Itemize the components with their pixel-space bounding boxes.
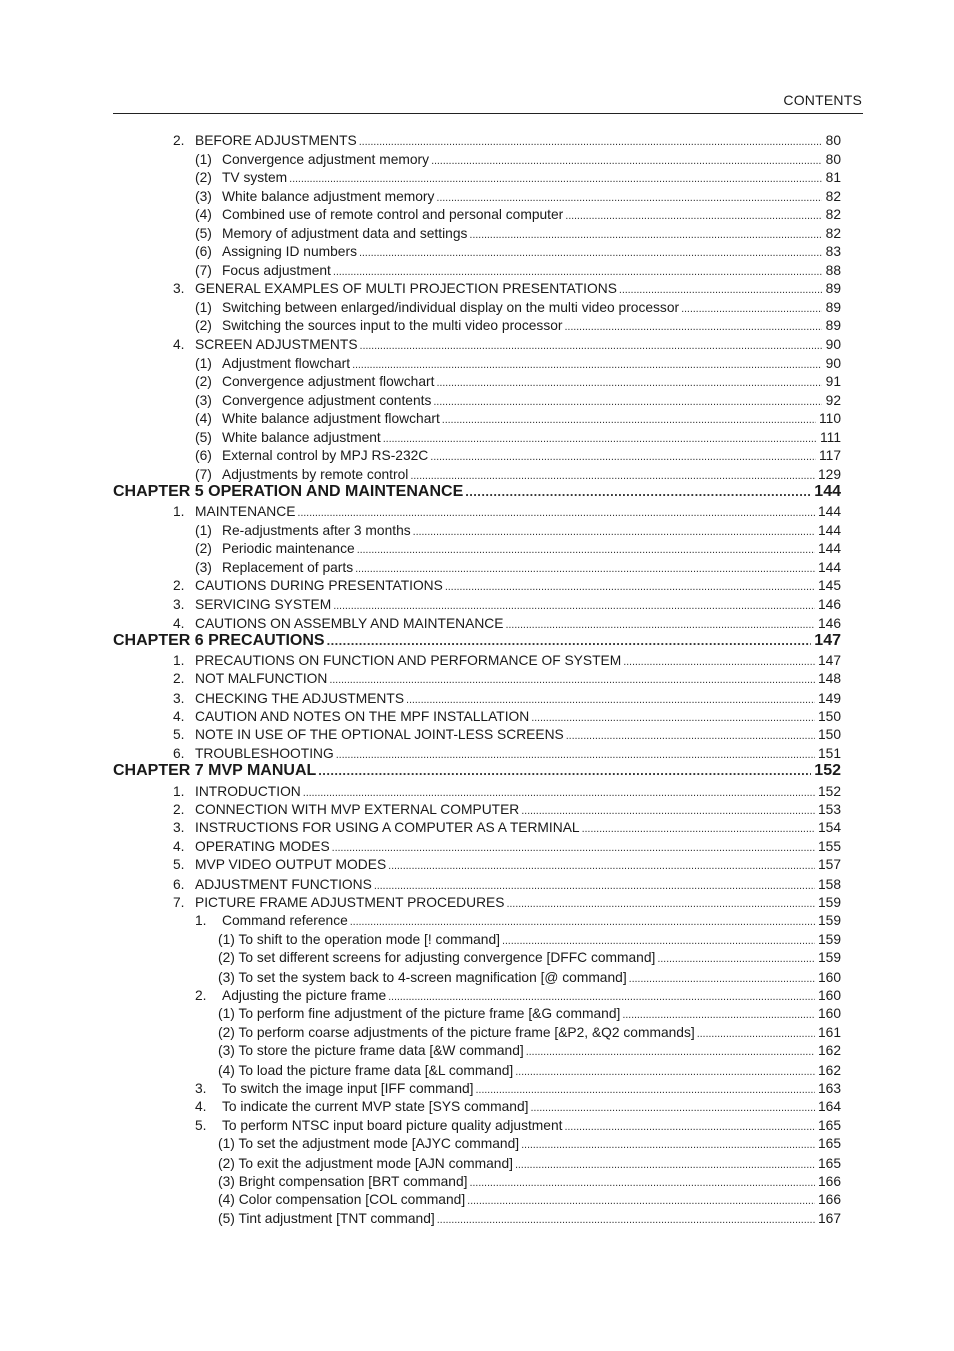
toc-entry-page-number: 160: [817, 988, 841, 1003]
dot-leader: [430, 448, 816, 466]
toc-entry-page-number: 166: [817, 1192, 841, 1207]
toc-entry-title: (4) To load the picture frame data [&L command]: [218, 1063, 514, 1078]
dot-leader: [582, 820, 815, 838]
toc-entry-page-number: 89: [825, 299, 841, 315]
toc-entry-page-number: 82: [825, 225, 841, 241]
toc-entry-number: 3.: [173, 820, 185, 835]
toc-entry-page-number: 164: [817, 1099, 841, 1114]
toc-entry-page-number: 146: [817, 616, 841, 631]
dot-leader: [437, 1211, 815, 1229]
dot-leader: [697, 1025, 815, 1043]
toc-entry[interactable]: [218, 1173, 841, 1192]
toc-entry-page-number: 89: [825, 281, 841, 296]
toc-entry-title: CONNECTION WITH MVP EXTERNAL COMPUTER: [195, 802, 520, 817]
dot-leader: [413, 523, 815, 541]
toc-entry[interactable]: [195, 1117, 841, 1136]
toc-entry-page-number: 159: [817, 932, 841, 947]
toc-entry-number: 2.: [195, 988, 207, 1003]
toc-entry-page-number: 82: [825, 188, 841, 204]
toc-entry[interactable]: [173, 503, 841, 522]
toc-entry-title: CHAPTER 5 OPERATION AND MAINTENANCE: [113, 483, 464, 500]
toc-entry-page-number: 154: [817, 820, 841, 835]
dot-leader: [565, 318, 823, 336]
toc-entry-number: (5): [195, 429, 212, 445]
toc-entry[interactable]: [173, 838, 841, 857]
dot-leader: [657, 950, 815, 968]
dot-leader: [521, 802, 815, 820]
toc-entry[interactable]: [218, 931, 841, 950]
toc-entry[interactable]: [173, 280, 841, 299]
toc-entry[interactable]: [173, 726, 841, 745]
toc-entry-title: CAUTIONS ON ASSEMBLY AND MAINTENANCE: [195, 616, 504, 631]
toc-entry-title: CAUTIONS DURING PRESENTATIONS: [195, 578, 443, 593]
dot-leader: [515, 1063, 815, 1081]
dot-leader: [476, 1081, 815, 1099]
toc-entry-page-number: 150: [817, 709, 841, 724]
dot-leader: [303, 784, 815, 802]
toc-entry[interactable]: [195, 410, 841, 429]
toc-entry-page-number: 162: [817, 1043, 841, 1058]
toc-entry-page-number: 146: [817, 597, 841, 612]
toc-entry[interactable]: [173, 894, 841, 913]
dot-leader: [442, 411, 816, 429]
dot-leader: [333, 263, 822, 281]
dot-leader: [297, 504, 815, 522]
toc-entry-page-number: 160: [817, 970, 841, 985]
toc-entry-number: 1.: [173, 504, 185, 519]
toc-entry[interactable]: [195, 299, 841, 318]
toc-entry-title: CHAPTER 7 MVP MANUAL: [113, 762, 317, 779]
toc-entry-page-number: 88: [825, 262, 841, 278]
toc-entry-title: NOT MALFUNCTION: [195, 671, 328, 686]
toc-entry-number: 2.: [173, 133, 185, 148]
toc-entry[interactable]: [218, 1024, 841, 1043]
toc-entry-title: (3) To store the picture frame data [&W command]: [218, 1043, 524, 1058]
toc-entry-title: Convergence adjustment flowchart: [222, 374, 435, 389]
dot-leader: [502, 932, 815, 950]
toc-entry-title: To switch the image input [IFF command]: [222, 1081, 474, 1096]
toc-entry-page-number: 145: [817, 578, 841, 593]
toc-entry-number: 6.: [173, 746, 185, 761]
dot-leader: [359, 133, 822, 151]
toc-entry-title: (3) Bright compensation [BRT command]: [218, 1174, 468, 1189]
page-header-title: CONTENTS: [783, 92, 862, 108]
toc-entry-page-number: 110: [819, 411, 841, 426]
toc-entry-title: SERVICING SYSTEM: [195, 597, 332, 612]
toc-entry[interactable]: [195, 522, 841, 541]
toc-entry[interactable]: [195, 392, 841, 411]
toc-entry-page-number: 149: [817, 691, 841, 706]
toc-entry-title: Convergence adjustment contents: [222, 392, 432, 408]
toc-entry-title: (1) To set the adjustment mode [AJYC command]: [218, 1136, 520, 1151]
toc-entry[interactable]: [173, 856, 841, 875]
toc-entry[interactable]: [218, 1135, 841, 1154]
toc-entry-page-number: 165: [817, 1136, 841, 1151]
dot-leader: [623, 653, 815, 671]
dot-leader: [622, 1006, 815, 1024]
toc-entry[interactable]: [173, 336, 841, 355]
toc-entry[interactable]: [195, 447, 841, 466]
dot-leader: [531, 709, 815, 727]
dot-leader: [436, 189, 822, 207]
dot-leader: [433, 393, 822, 411]
toc-entry-page-number: 155: [817, 839, 841, 854]
dot-leader: [619, 281, 822, 299]
toc-entry[interactable]: [195, 188, 841, 207]
toc-entry-number: (3): [195, 188, 212, 204]
toc-entry-number: 3.: [195, 1081, 207, 1096]
toc-entry-number: (2): [195, 170, 212, 185]
toc-entry-page-number: 167: [817, 1211, 841, 1226]
toc-entry[interactable]: [195, 262, 841, 281]
toc-entry-title: TROUBLESHOOTING: [195, 746, 334, 761]
toc-entry-title: TV system: [222, 170, 288, 185]
toc-entry[interactable]: [173, 801, 841, 820]
toc-entry[interactable]: [218, 1191, 841, 1210]
toc-entry-number: (7): [195, 467, 212, 482]
dot-leader: [521, 1136, 815, 1154]
dot-leader: [469, 1174, 814, 1192]
toc-entry[interactable]: [195, 1080, 841, 1099]
toc-entry[interactable]: [218, 1155, 841, 1174]
toc-entry-page-number: 166: [817, 1174, 841, 1189]
toc-entry[interactable]: [195, 987, 841, 1006]
toc-entry-page-number: 163: [817, 1081, 841, 1096]
toc-entry-title: (3) To set the system back to 4-screen magnification [@ command]: [218, 970, 627, 985]
toc-entry-title: To perform NTSC input board picture quality adjustment: [222, 1118, 563, 1133]
dot-leader: [359, 244, 822, 262]
toc-entry-number: (1): [195, 523, 212, 538]
dot-leader: [332, 839, 815, 857]
toc-entry-title: Re-adjustments after 3 months: [222, 523, 411, 538]
toc-entry-title: Convergence adjustment memory: [222, 151, 430, 167]
toc-entry-title: CHECKING THE ADJUSTMENTS: [195, 691, 405, 706]
dot-leader: [388, 857, 815, 875]
toc-entry-page-number: 152: [817, 784, 841, 799]
toc-entry-number: 1.: [173, 653, 185, 668]
toc-entry-number: (2): [195, 374, 212, 389]
toc-entry[interactable]: [173, 876, 841, 895]
toc-entry-number: (2): [195, 318, 212, 333]
dot-leader: [681, 300, 822, 318]
toc-entry[interactable]: [173, 577, 841, 596]
toc-entry[interactable]: [195, 373, 841, 392]
toc-entry-title: Adjusting the picture frame: [222, 988, 387, 1003]
toc-entry-page-number: 159: [817, 895, 841, 910]
toc-entry[interactable]: [173, 652, 841, 671]
toc-entry-number: 1.: [195, 913, 207, 928]
toc-entry[interactable]: [195, 429, 841, 448]
toc-entry-page-number: 90: [825, 337, 841, 352]
toc-entry[interactable]: [173, 670, 841, 689]
toc-entry-title: Replacement of parts: [222, 560, 354, 575]
toc-entry-page-number: 159: [817, 950, 841, 965]
dot-leader: [531, 1099, 815, 1117]
toc-entry-title: White balance adjustment flowchart: [222, 411, 440, 426]
toc-entry-page-number: 144: [817, 504, 841, 519]
toc-entry-number: 2.: [173, 578, 185, 593]
toc-entry-page-number: 150: [817, 727, 841, 742]
toc-entry-page-number: 148: [817, 671, 841, 686]
toc-entry-number: (6): [195, 244, 212, 259]
toc-entry-page-number: 81: [825, 170, 841, 185]
toc-entry-page-number: 89: [825, 318, 841, 333]
dot-leader: [289, 170, 822, 188]
toc-entry-title: White balance adjustment: [222, 429, 381, 445]
toc-entry[interactable]: [195, 169, 841, 188]
toc-entry-page-number: 117: [819, 448, 841, 463]
toc-entry-number: 6.: [173, 877, 185, 892]
toc-entry-title: ADJUSTMENT FUNCTIONS: [195, 877, 372, 892]
toc-entry-number: 2.: [173, 802, 185, 817]
toc-entry-title: (2) To set different screens for adjusting convergence [DFFC command]: [218, 950, 656, 965]
toc-entry-title: (1) To perform fine adjustment of the picture frame [&G command]: [218, 1006, 621, 1021]
toc-entry-title: (5) Tint adjustment [TNT command]: [218, 1211, 435, 1226]
toc-entry-title: Memory of adjustment data and settings: [222, 225, 468, 241]
toc-entry-number: 1.: [173, 784, 185, 799]
dot-leader: [465, 483, 811, 501]
toc-entry-title: White balance adjustment memory: [222, 188, 435, 204]
toc-entry-title: (1) To shift to the operation mode [! command]: [218, 932, 500, 947]
dot-leader: [327, 632, 812, 650]
toc-entry-page-number: 83: [825, 244, 841, 259]
toc-entry-title: PRECAUTIONS ON FUNCTION AND PERFORMANCE OF SYSTEM: [195, 653, 622, 668]
toc-entry-page-number: 80: [825, 133, 841, 148]
toc-entry-page-number: 90: [825, 355, 841, 371]
toc-entry-number: 3.: [173, 281, 185, 296]
toc-entry[interactable]: [218, 949, 841, 968]
dot-leader: [565, 207, 822, 225]
toc-entry-number: 7.: [173, 895, 185, 910]
toc-entry-title: MVP VIDEO OUTPUT MODES: [195, 857, 387, 872]
toc-entry[interactable]: [195, 559, 841, 578]
toc-entry-title: Periodic maintenance: [222, 541, 355, 556]
toc-entry-number: (6): [195, 448, 212, 463]
toc-entry-title: BEFORE ADJUSTMENTS: [195, 133, 357, 148]
toc-entry[interactable]: [195, 243, 841, 262]
toc-entry-number: (1): [195, 355, 212, 371]
toc-entry-page-number: 144: [817, 541, 841, 556]
toc-entry-title: CHAPTER 6 PRECAUTIONS: [113, 632, 325, 649]
toc-entry-page-number: 165: [817, 1118, 841, 1133]
toc-entry-title: Combined use of remote control and personal computer: [222, 207, 564, 222]
toc-entry[interactable]: [195, 225, 841, 244]
toc-entry-page-number: 91: [825, 374, 841, 389]
toc-entry-title: PICTURE FRAME ADJUSTMENT PROCEDURES: [195, 895, 505, 910]
toc-entry-number: 3.: [173, 691, 185, 706]
toc-entry[interactable]: [218, 1062, 841, 1081]
toc-entry-title: OPERATING MODES: [195, 839, 330, 854]
dot-leader: [383, 430, 817, 448]
toc-entry[interactable]: [195, 540, 841, 559]
toc-entry[interactable]: [195, 355, 841, 374]
toc-entry[interactable]: [173, 690, 841, 709]
toc-entry[interactable]: [195, 912, 841, 931]
toc-entry-page-number: 157: [817, 857, 841, 872]
dot-leader: [388, 988, 815, 1006]
toc-entry-page-number: 152: [814, 762, 841, 779]
toc-entry-number: (5): [195, 225, 212, 241]
toc-entry-number: 5.: [195, 1118, 207, 1133]
toc-entry-page-number: 144: [817, 523, 841, 538]
toc-entry-title: Switching the sources input to the multi video processor: [222, 318, 563, 333]
toc-entry-title: GENERAL EXAMPLES OF MULTI PROJECTION PRESENTATIONS: [195, 281, 617, 296]
toc-entry-title: SCREEN ADJUSTMENTS: [195, 337, 358, 352]
toc-chapter-entry[interactable]: [113, 762, 841, 780]
toc-entry-number: 4.: [173, 616, 185, 631]
toc-entry-number: 5.: [173, 727, 185, 742]
toc-entry-title: (2) To perform coarse adjustments of the picture frame [&P2, &Q2 commands]: [218, 1025, 695, 1040]
toc-entry-title: (2) To exit the adjustment mode [AJN command]: [218, 1156, 513, 1171]
toc-entry[interactable]: [218, 1005, 841, 1024]
toc-entry-title: CAUTION AND NOTES ON THE MPF INSTALLATION: [195, 709, 530, 724]
toc-entry-number: (4): [195, 411, 212, 426]
toc-entry-number: 2.: [173, 671, 185, 686]
toc-entry-title: Adjustment flowchart: [222, 355, 351, 371]
toc-entry-page-number: 159: [817, 913, 841, 928]
toc-entry-page-number: 160: [817, 1006, 841, 1021]
toc-entry-title: INSTRUCTIONS FOR USING A COMPUTER AS A TERMINAL: [195, 820, 580, 835]
toc-entry[interactable]: [173, 783, 841, 802]
toc-entry-page-number: 153: [817, 802, 841, 817]
toc-entry-page-number: 82: [825, 207, 841, 222]
toc-entry-page-number: 151: [817, 746, 841, 761]
toc-entry-page-number: 111: [820, 429, 841, 445]
dot-leader: [357, 541, 815, 559]
toc-entry-page-number: 144: [814, 483, 841, 500]
toc-entry-title: INTRODUCTION: [195, 784, 301, 799]
toc-entry-title: Focus adjustment: [222, 262, 331, 278]
toc-entry-number: 5.: [173, 857, 185, 872]
dot-leader: [467, 1192, 815, 1210]
toc-entry-title: Command reference: [222, 913, 348, 928]
toc-entry-page-number: 147: [814, 632, 841, 649]
toc-entry-number: (4): [195, 207, 212, 222]
dot-leader: [445, 578, 815, 596]
toc-entry[interactable]: [195, 317, 841, 336]
dot-leader: [526, 1043, 815, 1061]
toc-entry[interactable]: [218, 1042, 841, 1061]
toc-entry-number: (7): [195, 262, 212, 278]
dot-leader: [506, 895, 815, 913]
toc-entry-number: 4.: [173, 337, 185, 352]
toc-entry-number: 3.: [173, 597, 185, 612]
toc-entry-number: (3): [195, 560, 212, 575]
toc-entry[interactable]: [173, 819, 841, 838]
toc-entry-title: Switching between enlarged/individual display on the multi video processor: [222, 299, 680, 315]
toc-entry-page-number: 144: [817, 560, 841, 575]
dot-leader: [629, 970, 815, 988]
toc-entry-title: External control by MPJ RS-232C: [222, 448, 429, 463]
toc-entry-title: Assigning ID numbers: [222, 244, 357, 259]
toc-entry-number: (1): [195, 151, 212, 167]
toc-entry-title: Adjustments by remote control: [222, 467, 409, 482]
toc-entry-page-number: 92: [825, 392, 841, 408]
dot-leader: [564, 1118, 814, 1136]
toc-entry-title: To indicate the current MVP state [SYS command]: [222, 1099, 529, 1114]
dot-leader: [360, 337, 822, 355]
toc-entry-title: MAINTENANCE: [195, 504, 296, 519]
dot-leader: [566, 727, 815, 745]
dot-leader: [374, 877, 815, 895]
toc-entry-page-number: 147: [817, 653, 841, 668]
toc-chapter-entry[interactable]: [113, 632, 841, 650]
toc-entry-number: 4.: [173, 839, 185, 854]
toc-entry[interactable]: [218, 1210, 841, 1229]
toc-entry-number: (3): [195, 392, 212, 408]
toc-entry-number: 4.: [173, 709, 185, 724]
dot-leader: [329, 671, 815, 689]
toc-entry[interactable]: [195, 1098, 841, 1117]
toc-entry-number: (2): [195, 541, 212, 556]
toc-chapter-entry[interactable]: [113, 483, 841, 501]
dot-leader: [406, 691, 815, 709]
dot-leader: [469, 226, 822, 244]
header-divider: [113, 113, 863, 114]
toc-entry-title: NOTE IN USE OF THE OPTIONAL JOINT-LESS SCREENS: [195, 727, 564, 742]
toc-entry[interactable]: [195, 151, 841, 170]
toc-entry[interactable]: [173, 596, 841, 615]
toc-entry-title: (4) Color compensation [COL command]: [218, 1192, 466, 1207]
dot-leader: [515, 1156, 815, 1174]
dot-leader: [355, 560, 815, 578]
dot-leader: [436, 374, 822, 392]
toc-entry-number: (1): [195, 299, 212, 315]
toc-entry-page-number: 165: [817, 1156, 841, 1171]
dot-leader: [352, 356, 822, 374]
toc-entry-page-number: 158: [817, 877, 841, 892]
toc-entry[interactable]: [173, 132, 841, 151]
dot-leader: [350, 913, 815, 931]
toc-entry[interactable]: [173, 708, 841, 727]
toc-entry-page-number: 162: [817, 1063, 841, 1078]
toc-entry-page-number: 161: [817, 1025, 841, 1040]
toc-entry[interactable]: [218, 969, 841, 988]
dot-leader: [431, 152, 822, 170]
dot-leader: [333, 597, 815, 615]
toc-entry-page-number: 80: [825, 151, 841, 167]
toc-entry-page-number: 129: [817, 467, 841, 482]
toc-entry-number: 4.: [195, 1099, 207, 1114]
dot-leader: [318, 762, 811, 780]
toc-entry[interactable]: [195, 206, 841, 225]
